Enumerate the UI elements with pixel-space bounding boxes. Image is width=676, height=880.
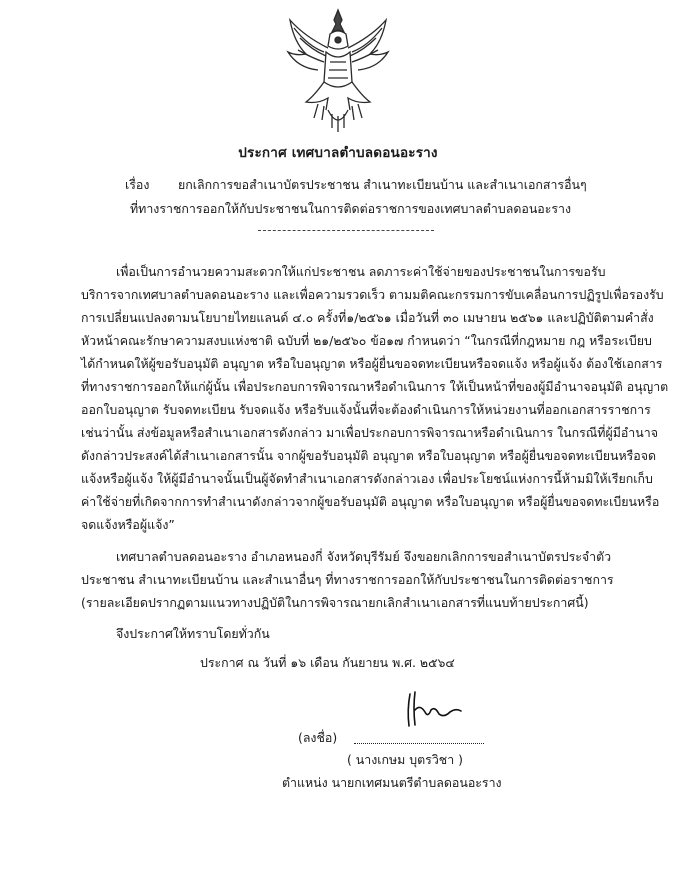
subject-line: ที่ทางราชการออกให้กับประชาชนในการติดต่อราชการของเทศบาลตำบลดอนอะราง: [130, 201, 572, 216]
paragraph-line: ออกใบอนุญาต รับจดทะเบียน รับจดแจ้ง หรือรับแจ้งนั้นที่จะต้องดำเนินการให้หน่วยงานที่ออกเอกสารราชการ: [81, 402, 651, 417]
signatory-name: ( นางเกษม บุตรวิชา ): [347, 752, 463, 767]
signatory-position: ตำแหน่ง นายกเทศมนตรีตำบลดอนอะราง: [282, 775, 502, 790]
announcement-title: ประกาศ เทศบาลตำบลดอนอะราง: [238, 145, 438, 161]
handwritten-signature: [398, 688, 470, 730]
paragraph-line: ประชาชน สำเนาทะเบียนบ้าน และสำเนาอื่นๆ ที่ทางราชการออกให้กับประชาชนในการติดต่อราชการ: [81, 572, 614, 587]
paragraph-line: หัวหน้าคณะรักษาความสงบแห่งชาติ ฉบับที่ ๒๑/๒๕๖๐ ข้อ๑๗ กำหนดว่า “ในกรณีที่กฎหมาย กฎ หรือระเบียบ: [81, 333, 652, 348]
subject-line: ยกเลิกการขอสำเนาบัตรประชาชน สำเนาทะเบียนบ้าน และสำเนาเอกสารอื่นๆ: [178, 177, 587, 192]
garuda-emblem-icon: [284, 6, 392, 134]
paragraph-line: การเปลี่ยนแปลงตามนโยบายไทยแลนด์ ๔.๐ ครั้งที่๑/๒๕๖๑ เมื่อวันที่ ๓๐ เมษายน ๒๕๖๑ และปฏิบัติตามคำสั่ง: [81, 310, 654, 325]
paragraph-line: เพื่อเป็นการอำนวยความสะดวกให้แก่ประชาชน ลดภาระค่าใช้จ่ายของประชาชนในการขอรับ: [116, 264, 606, 279]
paragraph-line: จดแจ้งหรือผู้แจ้ง”: [81, 517, 175, 532]
subject-label: เรื่อง: [125, 177, 150, 192]
paragraph-line: แจ้งหรือผู้แจ้ง ให้ผู้มีอำนาจนั้นเป็นผู้จัดทำสำเนาเอกสารดังกล่าวเอง เพื่อประโยชน์แห่งการนี้ห้ามมิให้เรียกเก็บ: [81, 471, 653, 486]
paragraph-line: ดังกล่าวประสงค์ได้สำเนาเอกสารนั้น จากผู้ขอรับอนุมัติ อนุญาต หรือใบอนุญาต หรือผู้ยื่นขอจดทะเบียนหรือจด: [81, 448, 657, 463]
signature-line: [354, 743, 484, 744]
announcement-date: ประกาศ ณ วันที่ ๑๖ เดือน กันยายน พ.ศ. ๒๕๖๔: [200, 655, 455, 670]
paragraph-line: เทศบาลตำบลดอนอะราง อำเภอหนองกี่ จังหวัดบุรีรัมย์ จึงขอยกเลิกการขอสำเนาบัตรประจำตัว: [116, 549, 612, 564]
closing-statement: จึงประกาศให้ทราบโดยทั่วกัน: [116, 626, 270, 641]
signature-label: (ลงชื่อ): [298, 730, 338, 745]
section-divider: [258, 230, 434, 231]
paragraph-line: ได้กำหนดให้ผู้ขอรับอนุมัติ อนุญาต หรือใบอนุญาต หรือผู้ยื่นขอจดทะเบียนหรือจดแจ้ง หรือผู้แจ้ง ต้องใช้เอกสาร: [81, 356, 663, 371]
paragraph-line: ที่ทางราชการออกให้แก่ผู้นั้น เพื่อประกอบการพิจารณาหรือดำเนินการ ให้เป็นหน้าที่ของผู้มีอำนาจอนุมัติ อนุญาต: [81, 379, 669, 394]
paragraph-line: เช่นว่านั้น ส่งข้อมูลหรือสำเนาเอกสารดังกล่าว มาเพื่อประกอบการพิจารณาหรือดำเนินการ ในกรณีที่ผู้มีอำนาจ: [81, 425, 658, 440]
paragraph-line: (รายละเอียดปรากฏตามแนวทางปฏิบัติในการพิจารณายกเลิกสำเนาเอกสารที่แนบท้ายประกาศนี้): [81, 595, 589, 610]
paragraph-line: ค่าใช้จ่ายที่เกิดจากการทำสำเนาดังกล่าวจากผู้ขอรับอนุมัติ อนุญาต หรือใบอนุญาต หรือผู้ยื่นขอจดทะเบียนหรือ: [81, 494, 660, 509]
paragraph-line: บริการจากเทศบาลตำบลดอนอะราง และเพื่อความรวดเร็ว ตามมติคณะกรรมการขับเคลื่อนการปฏิรูปเพื่อรองรับ: [81, 287, 664, 302]
